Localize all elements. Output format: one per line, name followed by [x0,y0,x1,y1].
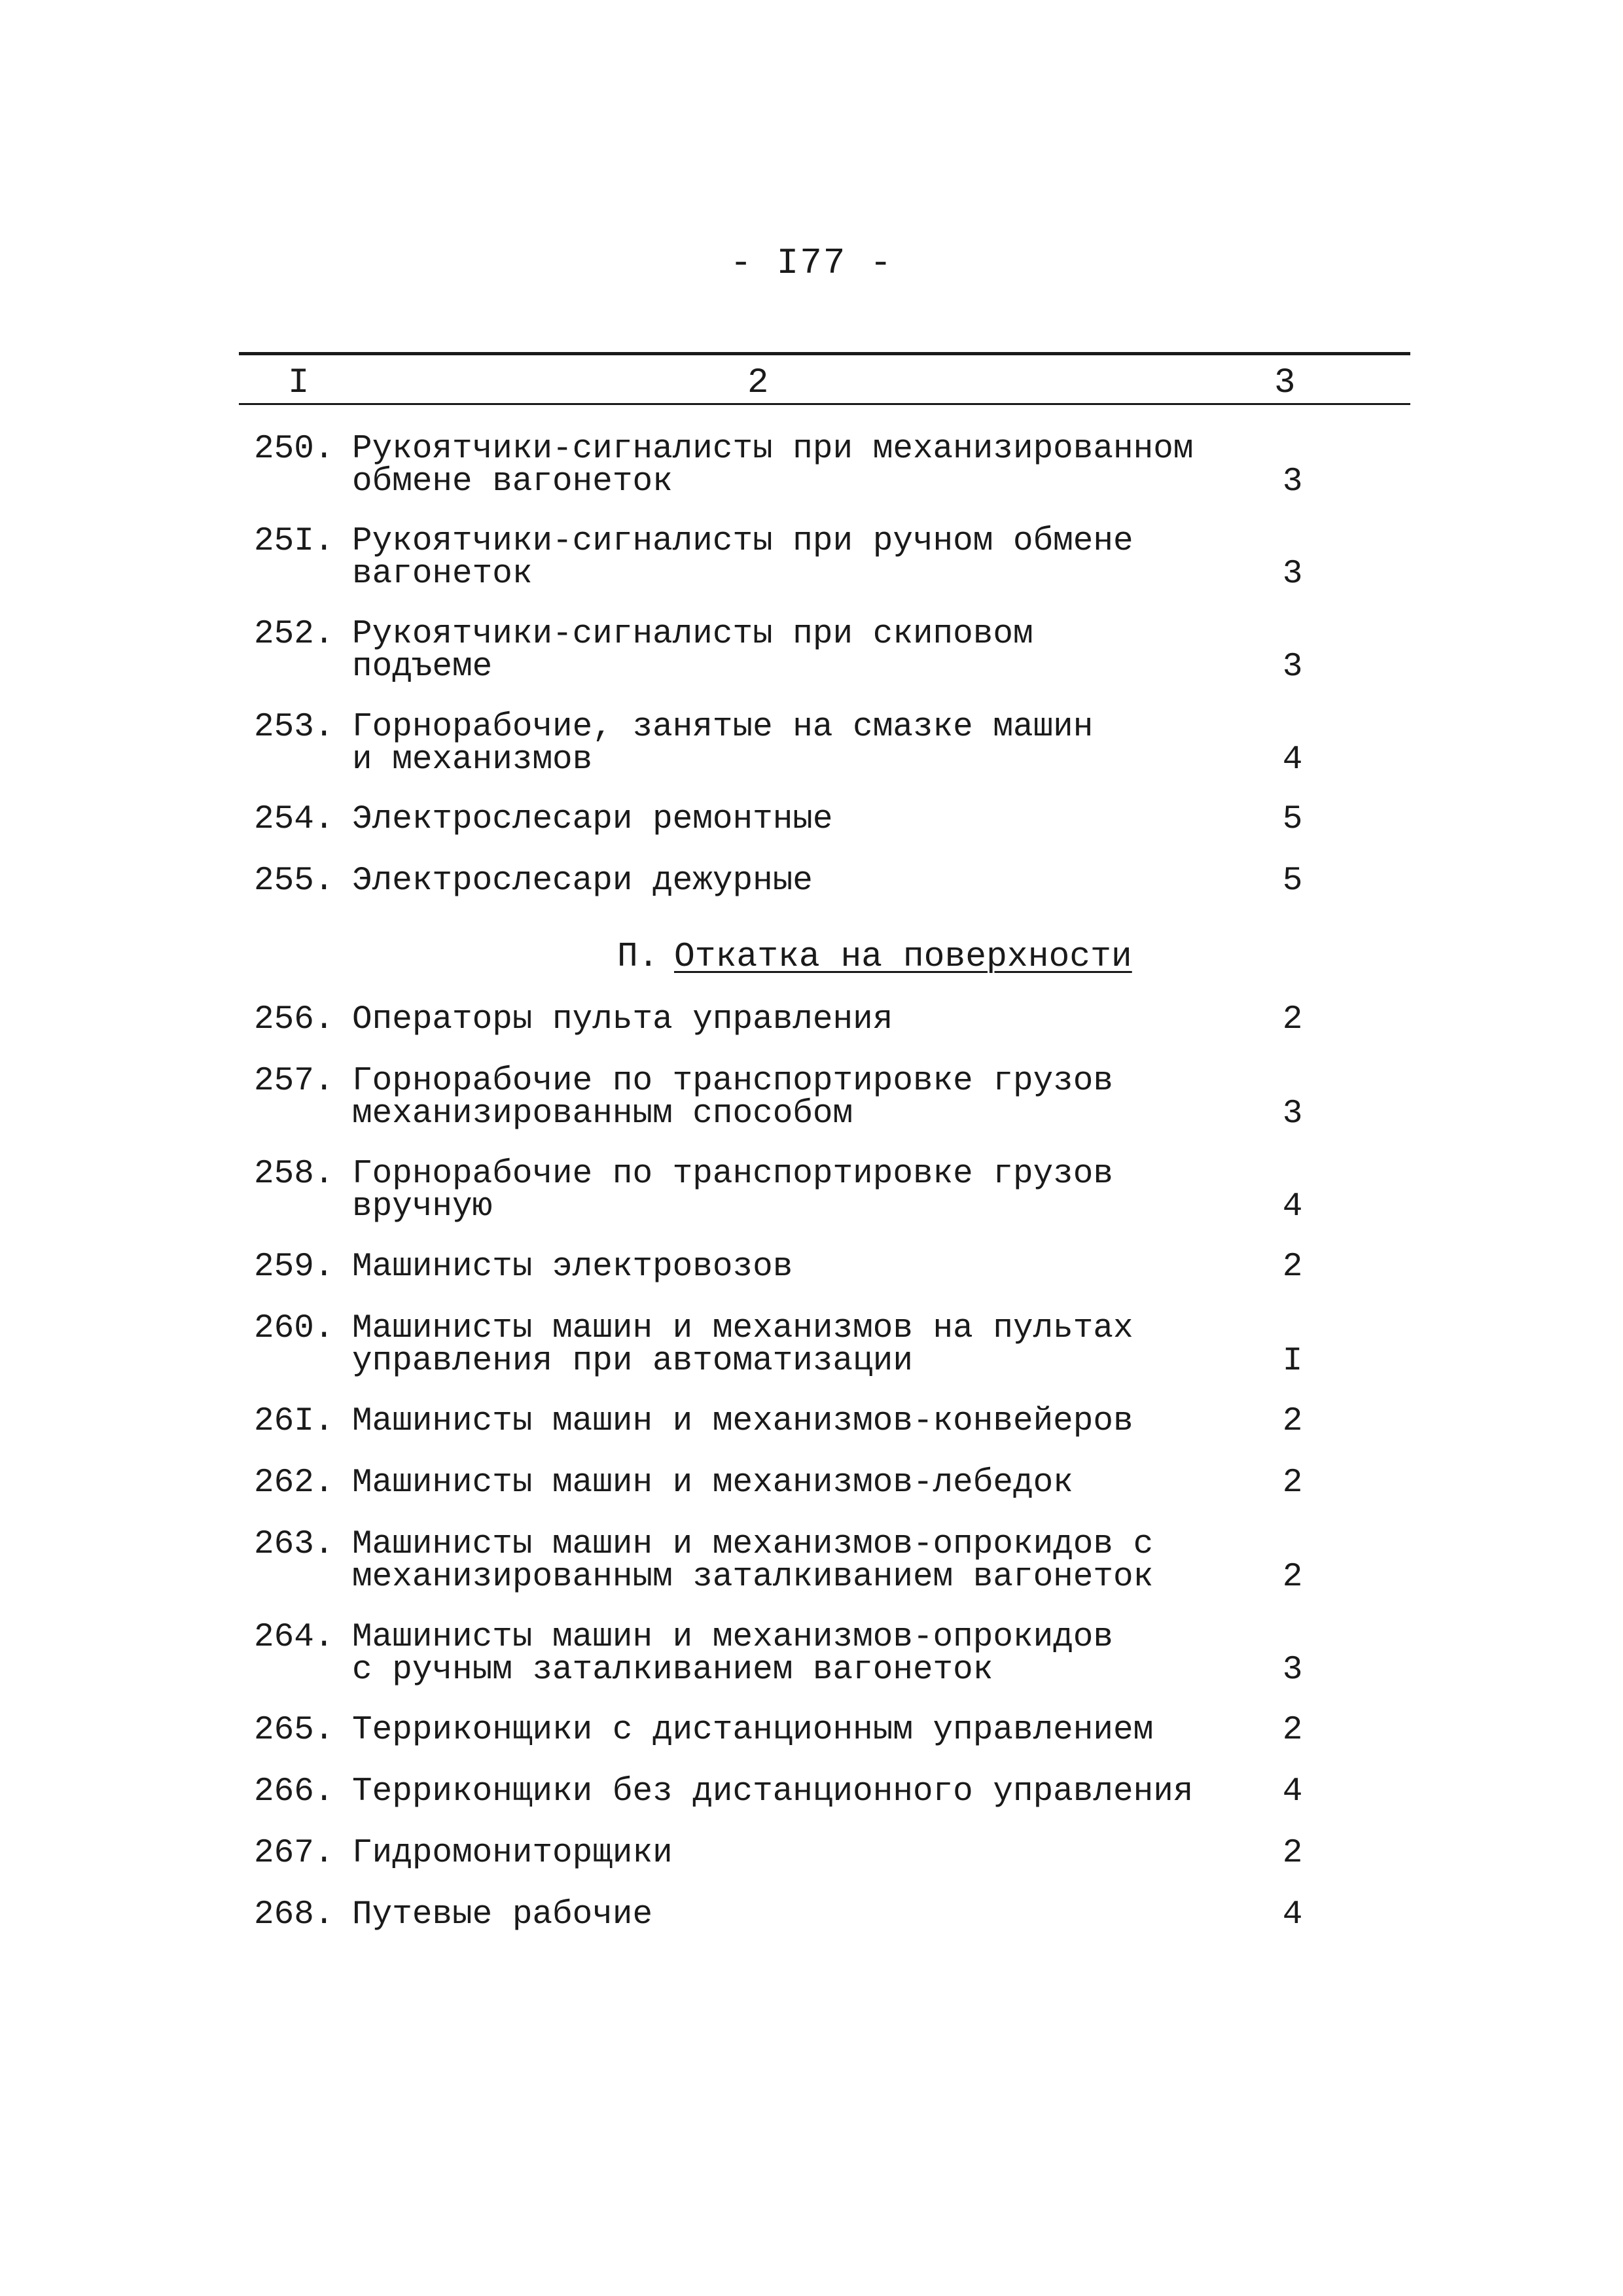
entry-text: Рукоятчики-сигналисты при ручном обмене вагонеток [352,523,1133,593]
entry-value: 4 [1282,1896,1303,1934]
entry-value: 3 [1282,1095,1303,1133]
entry-value: 2 [1282,1403,1303,1440]
column-header: I [288,363,310,403]
entry-number: 252. [254,616,334,653]
entry-number: 267. [254,1835,334,1872]
entry-number: 268. [254,1896,334,1934]
entry-number: 262. [254,1464,334,1502]
entry-text: Горнорабочие по транспортировке грузов вручную [352,1156,1113,1226]
page-number: - I77 - [730,242,893,284]
entry-number: 259. [254,1248,334,1286]
entry-number: 258. [254,1156,334,1193]
entry-value: 2 [1282,1248,1303,1286]
entry-value: 3 [1282,1651,1303,1689]
entry-value: 4 [1282,1188,1303,1226]
entry-text: Машинисты машин и механизмов-опрокидов с механизированным заталкиванием вагонеток [352,1526,1154,1596]
entry-number: 256. [254,1001,334,1038]
entry-value: 2 [1282,1559,1303,1596]
entry-text: Рукоятчики-сигналисты при механизированном обмене вагонеток [352,431,1194,501]
entry-text: Машинисты машин и механизмов-опрокидов с ручным заталкиванием вагонеток [352,1619,1113,1689]
entry-value: 3 [1282,463,1303,501]
entry-value: 4 [1282,741,1303,779]
entry-number: 25I. [254,523,334,560]
entry-text: Электрослесари дежурные [352,862,813,900]
entry-value: 4 [1282,1773,1303,1810]
entry-value: 2 [1282,1712,1303,1749]
entry-number: 254. [254,801,334,838]
entry-text: Машинисты машин и механизмов-лебедок [352,1464,1073,1502]
entry-text: Машинисты электровозов [352,1248,793,1286]
entry-text: Операторы пульта управления [352,1001,893,1038]
entry-number: 26I. [254,1403,334,1440]
entry-value: 2 [1282,1001,1303,1038]
column-header: 3 [1274,363,1296,403]
entry-value: 3 [1282,556,1303,593]
entry-text: Электрослесари ремонтные [352,801,833,838]
entry-number: 260. [254,1310,334,1347]
entry-text: Терриконщики с дистанционным управлением [352,1712,1154,1749]
entry-text: Терриконщики без дистанционного управления [352,1773,1194,1810]
section-title: Откатка на поверхности [674,937,1132,976]
entry-number: 263. [254,1526,334,1563]
entry-number: 250. [254,431,334,468]
entry-value: 2 [1282,1464,1303,1502]
entry-text: Машинисты машин и механизмов-конвейеров [352,1403,1133,1440]
section-number: П. [617,937,659,976]
entry-text: Гидромониторщики [352,1835,673,1872]
entry-number: 253. [254,709,334,746]
column-header: 2 [747,363,769,403]
entry-number: 264. [254,1619,334,1656]
entry-value: I [1282,1343,1303,1380]
entry-text: Машинисты машин и механизмов на пультах управления при автоматизации [352,1310,1133,1380]
entry-value: 3 [1282,648,1303,686]
entry-value: 5 [1282,862,1303,900]
entry-number: 255. [254,862,334,900]
entry-text: Горнорабочие, занятые на смазке машин и механизмов [352,709,1094,779]
entry-text: Путевые рабочие [352,1896,653,1934]
entry-text: Горнорабочие по транспортировке грузов механизированным способом [352,1063,1113,1133]
entry-text: Рукоятчики-сигналисты при скиповом подъеме [352,616,1033,686]
entry-value: 2 [1282,1835,1303,1872]
entry-number: 265. [254,1712,334,1749]
entry-number: 266. [254,1773,334,1810]
entry-value: 5 [1282,801,1303,838]
entry-number: 257. [254,1063,334,1100]
